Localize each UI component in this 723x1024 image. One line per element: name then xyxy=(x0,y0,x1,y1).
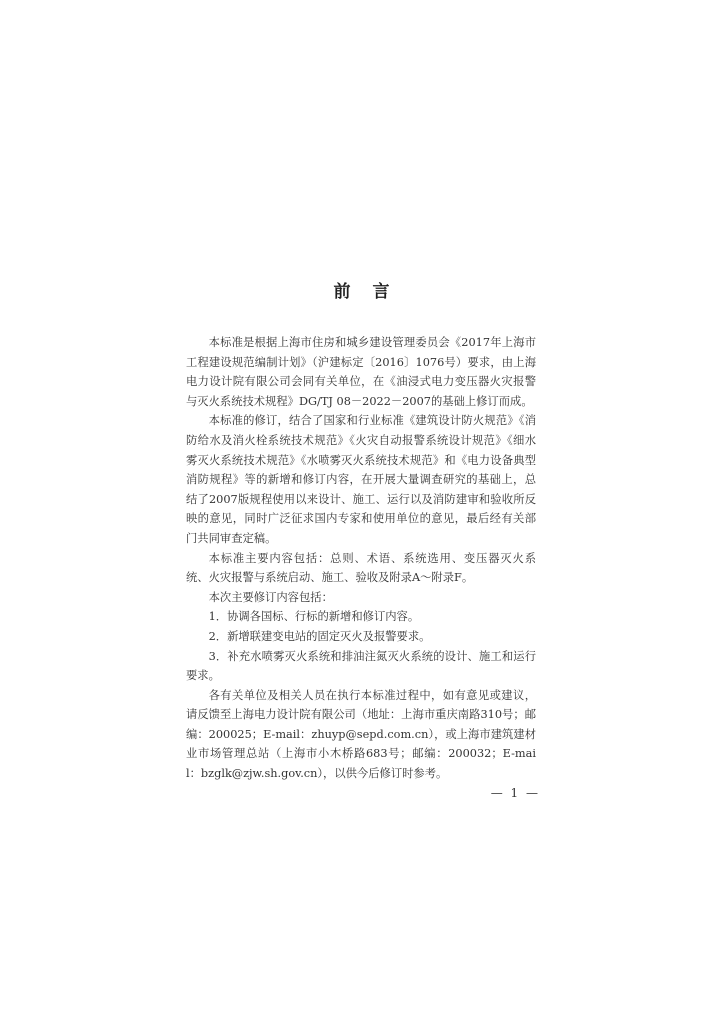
paragraph-basis: 本标准是根据上海市住房和城乡建设管理委员会《2017年上海市工程建设规范编制计划》（沪建标定〔2016〕1076号）要求，由上海电力设计院有限公司会同有关单位，在《油浸式电力变压器火灾报警与灭火系统技术规程》DG/TJ 08－2022－2007的基础上修订而成。 xyxy=(186,336,536,408)
list-item-change-2: 2．新增联建变电站的固定灭火及报警要求。 xyxy=(208,629,431,643)
list-item-change-1: 1．协调各国标、行标的新增和修订内容。 xyxy=(208,610,420,624)
paragraph-revision: 本标准的修订，结合了国家和行业标准《建筑设计防火规范》《消防给水及消火栓系统技术规范》《火灾自动报警系统设计规范》《细水雾灭火系统技术规范》《水喷雾灭火系统技术规范》和《电力设备典型消防规程》等的新增和修订内容，在开展大量调查研究的基础上，总结了2007版规程使用以来设计、施工、运行以及消防建审和验收所反映的意见，同时广泛征求国内专家和使用单位的意见，最后经有关部门共同审查定稿。 xyxy=(186,414,536,545)
preface-body xyxy=(186,333,536,784)
list-item-change-3: 3．补充水喷雾灭火系统和排油注氮灭火系统的设计、施工和运行要求。 xyxy=(186,649,536,683)
page-title: 前言 xyxy=(333,282,412,302)
page-number: — 1 — xyxy=(490,786,540,800)
paragraph-changes-intro: 本次主要修订内容包括： xyxy=(208,590,333,604)
paragraph-feedback: 各有关单位及相关人员在执行本标准过程中，如有意见或建议，请反馈至上海电力设计院有限公司（地址：上海市重庆南路310号；邮编：200025；E-mail：zhuyp@sepd.com.cn），或上海市建筑建材业市场管理总站（上海市小木桥路683号；邮编：200032；E-mail：bzglk@zjw.sh.gov.cn），以供今后修订时参考。 xyxy=(186,688,536,781)
paragraph-contents: 本标准主要内容包括：总则、术语、系统选用、变压器灭火系统、火灾报警与系统启动、施工、验收及附录A～附录F。 xyxy=(186,551,536,585)
